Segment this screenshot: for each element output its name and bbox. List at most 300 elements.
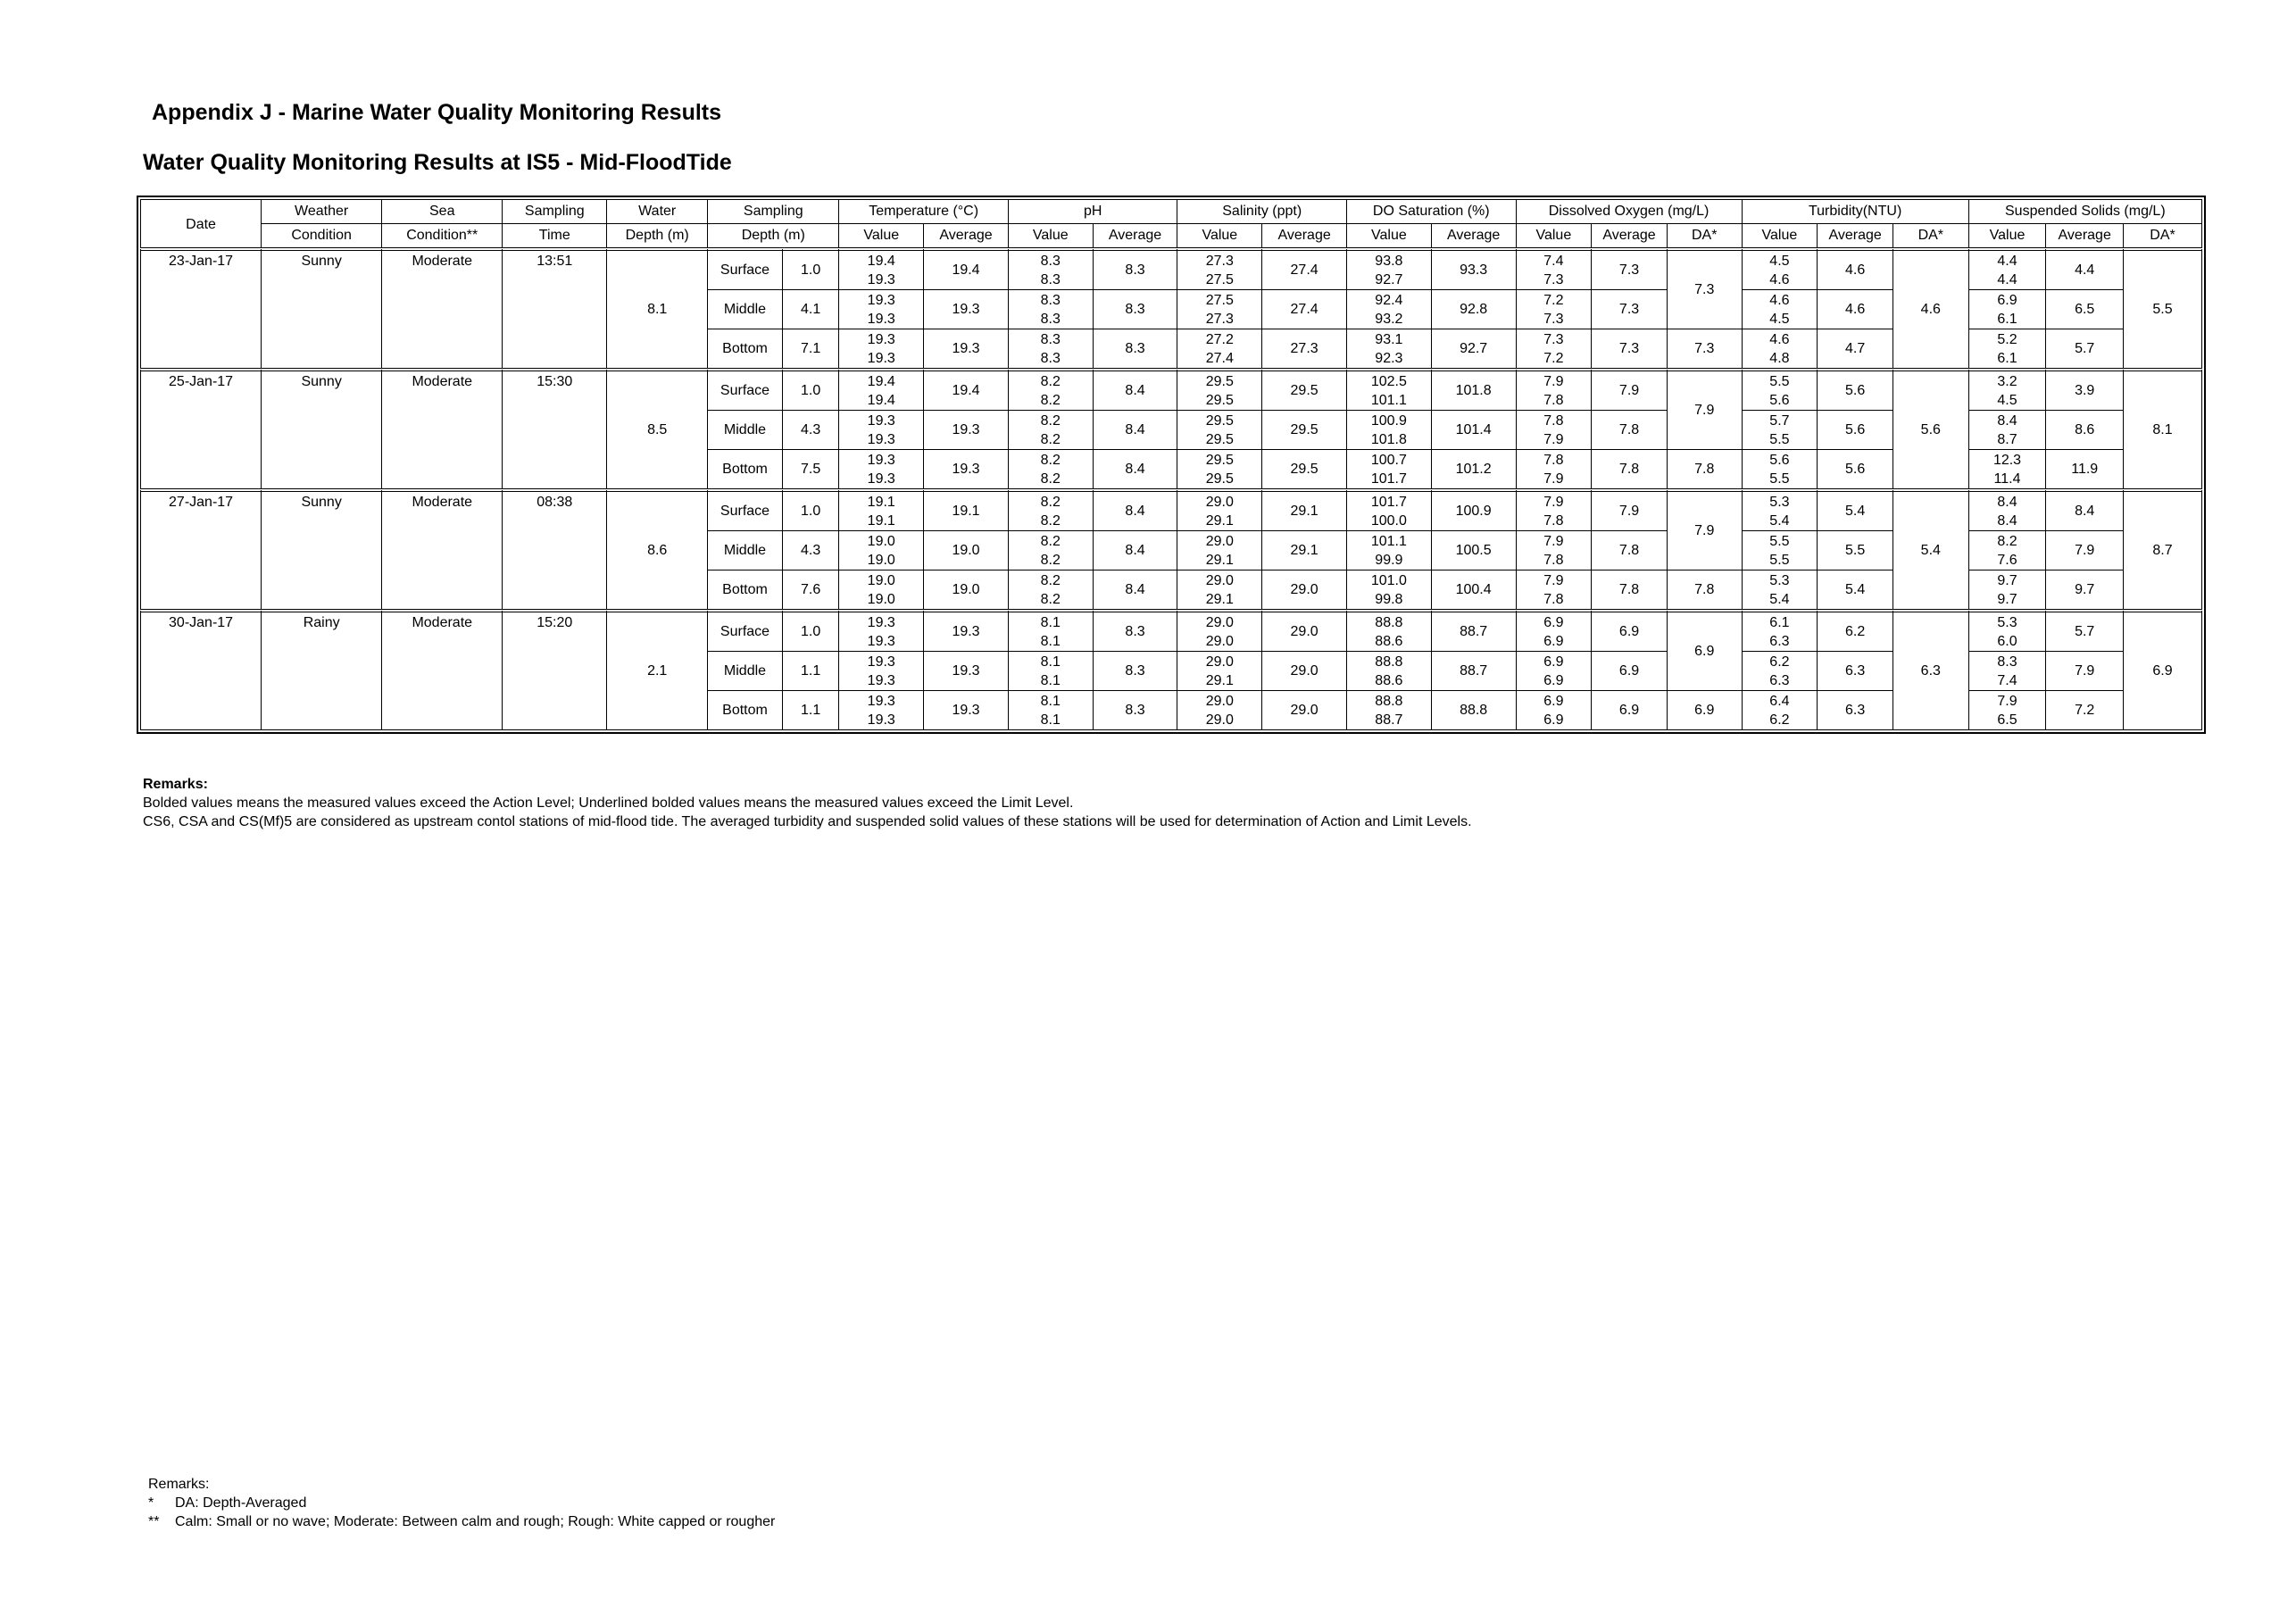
turbidity-value-cell-reading-2: 6.3 [1769, 634, 1790, 649]
remarks-section [143, 775, 1472, 831]
salinity-average-cell: 29.1 [1262, 531, 1347, 570]
temp-value-cell-reading-1: 19.3 [867, 694, 895, 709]
dissolved-oxygen-value-cell-reading-2: 7.3 [1543, 272, 1564, 287]
suspended-solids-value-cell-reading-1: 12.3 [1992, 453, 2022, 468]
do-saturation-value-cell [1346, 370, 1431, 411]
do-saturation-value-cell-reading-1: 101.0 [1370, 573, 1407, 588]
ph-value-cell-reading-1: 8.3 [1040, 293, 1061, 308]
salinity-value-cell-reading-2: 27.4 [1205, 351, 1234, 366]
salinity-average-cell: 29.0 [1262, 611, 1347, 652]
turbidity-da-cell: 5.4 [1893, 490, 1968, 611]
temp-average-cell: 19.0 [924, 570, 1009, 612]
ph-value-cell [1008, 490, 1093, 531]
dissolved-oxygen-value-cell-reading-2: 6.9 [1543, 634, 1564, 649]
temp-value-cell-reading-2: 19.3 [867, 634, 895, 649]
ph-average-cell: 8.4 [1093, 411, 1177, 450]
salinity-average-cell: 29.0 [1262, 652, 1347, 691]
do-saturation-value-cell-reading-2: 88.7 [1375, 712, 1403, 728]
salinity-value-cell-reading-1: 29.5 [1205, 413, 1234, 429]
dissolved-oxygen-value-cell-reading-1: 6.9 [1543, 615, 1564, 630]
dissolved-oxygen-value-cell-reading-2: 7.9 [1543, 432, 1564, 447]
do-saturation-value-cell-reading-1: 88.8 [1375, 615, 1403, 630]
salinity-value-cell-reading-2: 29.0 [1205, 634, 1234, 649]
do-saturation-average-cell: 100.4 [1431, 570, 1516, 612]
do-saturation-value-cell-reading-2: 101.1 [1370, 393, 1407, 408]
turbidity-value-cell-reading-2: 6.2 [1769, 712, 1790, 728]
temp-value-cell [839, 411, 924, 450]
suspended-solids-average-cell: 9.7 [2046, 570, 2124, 612]
sampling-depth-cell: 1.1 [782, 652, 839, 691]
header-row-1 [141, 200, 2202, 224]
dissolved-oxygen-value-cell-reading-2: 7.8 [1543, 592, 1564, 607]
suspended-solids-da-cell: 6.9 [2124, 611, 2202, 730]
dissolved-oxygen-value-cell-reading-2: 7.8 [1543, 553, 1564, 568]
salinity-value-cell-reading-1: 27.3 [1205, 254, 1234, 269]
footnote-sea-mark: ** [148, 1514, 160, 1529]
turbidity-value-cell-reading-1: 5.3 [1769, 573, 1790, 588]
temp-value-cell [839, 490, 924, 531]
do-saturation-average-cell: 92.8 [1431, 290, 1516, 329]
turbidity-value-cell-reading-1: 4.6 [1769, 293, 1790, 308]
temp-value-cell-reading-2: 19.3 [867, 312, 895, 327]
sampling-level-cell: Middle [708, 411, 783, 450]
col-salinity: Salinity (ppt) [1177, 200, 1347, 224]
ph-value-cell [1008, 652, 1093, 691]
temp-value-cell-reading-1: 19.0 [867, 573, 895, 588]
suspended-solids-value-cell-reading-1: 9.7 [1997, 573, 2017, 588]
turbidity-average-cell: 5.4 [1818, 570, 1893, 612]
do-saturation-value-cell-reading-1: 101.7 [1370, 495, 1407, 510]
salinity-value-cell [1177, 329, 1262, 371]
do-saturation-value-cell-reading-2: 99.9 [1375, 553, 1403, 568]
dissolved-oxygen-average-cell: 7.9 [1592, 370, 1668, 411]
dissolved-oxygen-value-cell-reading-2: 7.2 [1543, 351, 1564, 366]
do-saturation-value-cell-reading-2: 100.0 [1370, 513, 1407, 529]
suspended-solids-average-cell: 7.9 [2046, 531, 2124, 570]
turbidity-value-cell-reading-1: 5.6 [1769, 453, 1790, 468]
dissolved-oxygen-value-cell-reading-1: 7.8 [1543, 453, 1564, 468]
ph-value-cell [1008, 411, 1093, 450]
do-saturation-value-cell-reading-2: 101.7 [1370, 471, 1407, 487]
turbidity-value-cell [1742, 652, 1818, 691]
ph-value-cell-reading-2: 8.3 [1040, 351, 1061, 366]
suspended-solids-value-cell-reading-1: 6.9 [1997, 293, 2017, 308]
suspended-solids-value-cell-reading-2: 4.4 [1997, 272, 2017, 287]
temp-value-cell-reading-1: 19.3 [867, 293, 895, 308]
ph-value-cell-reading-1: 8.2 [1040, 374, 1061, 389]
do-saturation-average-cell: 100.5 [1431, 531, 1516, 570]
temp-value-cell-reading-1: 19.3 [867, 453, 895, 468]
footnote-sea [148, 1512, 775, 1531]
do-saturation-average-cell: 101.2 [1431, 450, 1516, 491]
col-sea-sub: Condition** [382, 224, 503, 250]
temp-value-cell-reading-2: 19.0 [867, 592, 895, 607]
col-turb-average: Average [1818, 224, 1893, 250]
dissolved-oxygen-average-cell: 7.3 [1592, 290, 1668, 329]
dissolved-oxygen-value-cell [1516, 370, 1592, 411]
salinity-value-cell-reading-1: 29.5 [1205, 453, 1234, 468]
suspended-solids-average-cell: 3.9 [2046, 370, 2124, 411]
water-depth-cell: 2.1 [607, 611, 708, 730]
salinity-average-cell: 29.5 [1262, 370, 1347, 411]
temp-value-cell-reading-1: 19.3 [867, 654, 895, 670]
temp-value-cell-reading-1: 19.4 [867, 254, 895, 269]
dissolved-oxygen-value-cell [1516, 411, 1592, 450]
temp-value-cell-reading-2: 19.3 [867, 471, 895, 487]
turbidity-average-cell: 5.4 [1818, 490, 1893, 531]
temp-value-cell-reading-2: 19.3 [867, 673, 895, 688]
salinity-average-cell: 29.5 [1262, 411, 1347, 450]
ph-average-cell: 8.3 [1093, 691, 1177, 730]
col-sampling-time-sub: Time [503, 224, 607, 250]
sea-condition-cell: Moderate [382, 490, 503, 611]
temp-value-cell-reading-1: 19.0 [867, 534, 895, 549]
ph-value-cell-reading-2: 8.3 [1040, 272, 1061, 287]
do-saturation-value-cell-reading-2: 101.8 [1370, 432, 1407, 447]
turbidity-value-cell [1742, 370, 1818, 411]
sampling-level-cell: Middle [708, 290, 783, 329]
turbidity-da-cell: 6.3 [1893, 611, 1968, 730]
ph-value-cell-reading-2: 8.2 [1040, 471, 1061, 487]
ph-value-cell [1008, 370, 1093, 411]
page-title: Appendix J - Marine Water Quality Monitoring Results [152, 100, 722, 125]
dissolved-oxygen-value-cell [1516, 611, 1592, 652]
salinity-value-cell-reading-2: 29.5 [1205, 393, 1234, 408]
ph-value-cell-reading-1: 8.3 [1040, 332, 1061, 347]
dissolved-oxygen-value-cell-reading-2: 7.9 [1543, 471, 1564, 487]
salinity-value-cell-reading-1: 29.0 [1205, 495, 1234, 510]
salinity-value-cell [1177, 570, 1262, 612]
footnote-da-text: DA: Depth-Averaged [175, 1495, 307, 1511]
do-saturation-value-cell [1346, 531, 1431, 570]
col-sampling-depth: Sampling [708, 200, 839, 224]
col-turb-value: Value [1742, 224, 1818, 250]
sampling-depth-cell: 4.3 [782, 531, 839, 570]
sampling-depth-cell: 1.0 [782, 611, 839, 652]
temp-value-cell-reading-1: 19.3 [867, 332, 895, 347]
suspended-solids-value-cell-reading-1: 7.9 [1997, 694, 2017, 709]
temp-value-cell [839, 531, 924, 570]
col-ph: pH [1008, 200, 1177, 224]
dissolved-oxygen-value-cell-reading-1: 7.9 [1543, 573, 1564, 588]
col-sal-average: Average [1262, 224, 1347, 250]
temp-value-cell [839, 249, 924, 290]
turbidity-value-cell [1742, 411, 1818, 450]
sampling-depth-cell: 4.3 [782, 411, 839, 450]
sea-condition-cell: Moderate [382, 370, 503, 490]
turbidity-value-cell-reading-2: 5.5 [1769, 432, 1790, 447]
col-sal-value: Value [1177, 224, 1262, 250]
water-depth-cell: 8.6 [607, 490, 708, 611]
ph-value-cell [1008, 691, 1093, 730]
ph-value-cell [1008, 329, 1093, 371]
do-saturation-value-cell-reading-1: 100.9 [1370, 413, 1407, 429]
sampling-depth-cell: 7.5 [782, 450, 839, 491]
sea-condition-cell: Moderate [382, 611, 503, 730]
salinity-value-cell [1177, 450, 1262, 491]
sampling-depth-cell: 1.0 [782, 490, 839, 531]
turbidity-value-cell-reading-2: 4.5 [1769, 312, 1790, 327]
salinity-value-cell-reading-1: 27.2 [1205, 332, 1234, 347]
ph-value-cell-reading-1: 8.2 [1040, 573, 1061, 588]
do-saturation-value-cell [1346, 691, 1431, 730]
col-do-saturation: DO Saturation (%) [1346, 200, 1516, 224]
sampling-time-cell: 13:51 [503, 249, 607, 370]
turbidity-value-cell-reading-1: 5.5 [1769, 374, 1790, 389]
date-cell: 30-Jan-17 [141, 611, 262, 730]
temp-value-cell [839, 652, 924, 691]
dissolved-oxygen-value-cell-reading-1: 7.8 [1543, 413, 1564, 429]
col-weather-sub: Condition [262, 224, 382, 250]
turbidity-da-cell: 5.6 [1893, 370, 1968, 490]
turbidity-value-cell-reading-1: 6.4 [1769, 694, 1790, 709]
do-saturation-value-cell-reading-1: 88.8 [1375, 694, 1403, 709]
sampling-depth-cell: 1.0 [782, 249, 839, 290]
sampling-depth-cell: 1.1 [782, 691, 839, 730]
suspended-solids-value-cell-reading-2: 6.5 [1997, 712, 2017, 728]
water-quality-table [140, 199, 2202, 730]
do-saturation-value-cell-reading-1: 88.8 [1375, 654, 1403, 670]
salinity-value-cell-reading-1: 29.0 [1205, 694, 1234, 709]
salinity-average-cell: 29.1 [1262, 490, 1347, 531]
suspended-solids-value-cell-reading-1: 5.2 [1997, 332, 2017, 347]
col-ss-value: Value [1968, 224, 2046, 250]
water-depth-cell: 8.1 [607, 249, 708, 370]
suspended-solids-average-cell: 7.9 [2046, 652, 2124, 691]
salinity-average-cell: 29.0 [1262, 570, 1347, 612]
suspended-solids-da-cell: 8.1 [2124, 370, 2202, 490]
dissolved-oxygen-da-cell: 7.8 [1667, 450, 1742, 491]
temp-average-cell: 19.3 [924, 329, 1009, 371]
col-temp-value: Value [839, 224, 924, 250]
suspended-solids-value-cell-reading-2: 4.5 [1997, 393, 2017, 408]
ph-value-cell-reading-2: 8.3 [1040, 312, 1061, 327]
table-title: Water Quality Monitoring Results at IS5 - Mid-FloodTide [143, 150, 732, 175]
ph-value-cell-reading-2: 8.2 [1040, 513, 1061, 529]
ph-value-cell-reading-2: 8.2 [1040, 432, 1061, 447]
dissolved-oxygen-value-cell-reading-2: 6.9 [1543, 712, 1564, 728]
col-sampling-depth-sub: Depth (m) [708, 224, 839, 250]
ph-value-cell-reading-2: 8.2 [1040, 393, 1061, 408]
dissolved-oxygen-value-cell-reading-2: 7.8 [1543, 513, 1564, 529]
ph-value-cell [1008, 531, 1093, 570]
turbidity-average-cell: 5.6 [1818, 450, 1893, 491]
sampling-time-cell: 15:30 [503, 370, 607, 490]
turbidity-value-cell-reading-2: 5.6 [1769, 393, 1790, 408]
temp-value-cell-reading-1: 19.3 [867, 615, 895, 630]
turbidity-value-cell-reading-2: 5.5 [1769, 471, 1790, 487]
col-sea: Sea [382, 200, 503, 224]
sampling-level-cell: Surface [708, 370, 783, 411]
salinity-value-cell-reading-2: 29.5 [1205, 471, 1234, 487]
turbidity-value-cell-reading-2: 5.4 [1769, 592, 1790, 607]
remarks-line-2: CS6, CSA and CS(Mf)5 are considered as upstream contol stations of mid-flood tide. The averaged turbidity and suspended solid values of these stations will be used for determination of Action and Limit Levels. [143, 814, 1472, 829]
turbidity-average-cell: 4.6 [1818, 290, 1893, 329]
col-sampling-time: Sampling [503, 200, 607, 224]
dissolved-oxygen-average-cell: 7.9 [1592, 490, 1668, 531]
ph-average-cell: 8.4 [1093, 570, 1177, 612]
salinity-average-cell: 29.0 [1262, 691, 1347, 730]
turbidity-value-cell [1742, 490, 1818, 531]
temp-value-cell-reading-2: 19.1 [867, 513, 895, 529]
dissolved-oxygen-da-cell: 7.3 [1667, 329, 1742, 371]
temp-value-cell-reading-1: 19.1 [867, 495, 895, 510]
ph-value-cell-reading-1: 8.2 [1040, 534, 1061, 549]
salinity-value-cell [1177, 370, 1262, 411]
salinity-value-cell [1177, 652, 1262, 691]
col-suspended-solids: Suspended Solids (mg/L) [1968, 200, 2201, 224]
turbidity-value-cell-reading-2: 4.8 [1769, 351, 1790, 366]
salinity-value-cell [1177, 249, 1262, 290]
salinity-value-cell-reading-2: 29.1 [1205, 673, 1234, 688]
suspended-solids-value-cell-reading-1: 8.4 [1997, 413, 2017, 429]
dissolved-oxygen-da-cell: 7.3 [1667, 249, 1742, 329]
ph-value-cell [1008, 450, 1093, 491]
results-table-frame [137, 196, 2206, 734]
turbidity-average-cell: 4.6 [1818, 249, 1893, 290]
salinity-value-cell-reading-2: 27.3 [1205, 312, 1234, 327]
footnotes-section [148, 1475, 775, 1531]
sampling-depth-cell: 7.1 [782, 329, 839, 371]
col-do-average: Average [1592, 224, 1668, 250]
dissolved-oxygen-value-cell [1516, 652, 1592, 691]
temp-average-cell: 19.3 [924, 290, 1009, 329]
dissolved-oxygen-value-cell [1516, 490, 1592, 531]
temp-value-cell [839, 329, 924, 371]
salinity-value-cell-reading-1: 29.0 [1205, 573, 1234, 588]
do-saturation-value-cell-reading-2: 92.3 [1375, 351, 1403, 366]
footnotes-heading: Remarks: [148, 1477, 210, 1492]
temp-value-cell-reading-2: 19.3 [867, 712, 895, 728]
turbidity-value-cell [1742, 531, 1818, 570]
sampling-level-cell: Surface [708, 249, 783, 290]
do-saturation-value-cell-reading-1: 102.5 [1370, 374, 1407, 389]
ph-value-cell [1008, 249, 1093, 290]
temp-average-cell: 19.3 [924, 691, 1009, 730]
salinity-value-cell-reading-2: 29.1 [1205, 592, 1234, 607]
temp-value-cell [839, 370, 924, 411]
col-temp-average: Average [924, 224, 1009, 250]
ph-average-cell: 8.4 [1093, 370, 1177, 411]
do-saturation-average-cell: 101.4 [1431, 411, 1516, 450]
footnote-sea-text: Calm: Small or no wave; Moderate: Between calm and rough; Rough: White capped or rougher [175, 1514, 776, 1529]
salinity-value-cell-reading-2: 27.5 [1205, 272, 1234, 287]
turbidity-value-cell [1742, 290, 1818, 329]
ph-value-cell-reading-1: 8.2 [1040, 413, 1061, 429]
do-saturation-value-cell-reading-1: 92.4 [1375, 293, 1403, 308]
suspended-solids-average-cell: 11.9 [2046, 450, 2124, 491]
ph-value-cell-reading-2: 8.2 [1040, 553, 1061, 568]
dissolved-oxygen-value-cell-reading-1: 7.3 [1543, 332, 1564, 347]
dissolved-oxygen-value-cell-reading-2: 7.3 [1543, 312, 1564, 327]
dissolved-oxygen-value-cell [1516, 450, 1592, 491]
water-depth-cell: 8.5 [607, 370, 708, 490]
ph-average-cell: 8.3 [1093, 329, 1177, 371]
dissolved-oxygen-value-cell [1516, 249, 1592, 290]
dissolved-oxygen-value-cell-reading-1: 7.9 [1543, 534, 1564, 549]
do-saturation-value-cell-reading-1: 100.7 [1370, 453, 1407, 468]
do-saturation-value-cell-reading-1: 93.1 [1375, 332, 1403, 347]
turbidity-value-cell-reading-1: 5.7 [1769, 413, 1790, 429]
salinity-value-cell-reading-2: 29.5 [1205, 432, 1234, 447]
do-saturation-value-cell-reading-2: 92.7 [1375, 272, 1403, 287]
temp-average-cell: 19.3 [924, 652, 1009, 691]
weather-cell: Sunny [262, 490, 382, 611]
dissolved-oxygen-value-cell-reading-2: 6.9 [1543, 673, 1564, 688]
ph-average-cell: 8.4 [1093, 531, 1177, 570]
turbidity-value-cell-reading-1: 5.3 [1769, 495, 1790, 510]
do-saturation-value-cell [1346, 490, 1431, 531]
temp-value-cell [839, 450, 924, 491]
salinity-average-cell: 27.4 [1262, 290, 1347, 329]
weather-cell: Sunny [262, 370, 382, 490]
sampling-depth-cell: 4.1 [782, 290, 839, 329]
suspended-solids-da-cell: 5.5 [2124, 249, 2202, 370]
do-saturation-value-cell-reading-2: 99.8 [1375, 592, 1403, 607]
dissolved-oxygen-da-cell: 6.9 [1667, 691, 1742, 730]
turbidity-value-cell [1742, 249, 1818, 290]
sampling-level-cell: Bottom [708, 691, 783, 730]
sampling-time-cell: 15:20 [503, 611, 607, 730]
sampling-depth-cell: 7.6 [782, 570, 839, 612]
ph-average-cell: 8.3 [1093, 290, 1177, 329]
suspended-solids-value-cell [1968, 290, 2046, 329]
remarks-line-1: Bolded values means the measured values exceed the Action Level; Underlined bolded values means the measured values exceed the Limit Level. [143, 795, 1074, 811]
turbidity-da-cell: 4.6 [1893, 249, 1968, 370]
salinity-value-cell [1177, 490, 1262, 531]
turbidity-average-cell: 6.3 [1818, 652, 1893, 691]
col-dissolved-oxygen: Dissolved Oxygen (mg/L) [1516, 200, 1742, 224]
turbidity-average-cell: 4.7 [1818, 329, 1893, 371]
suspended-solids-value-cell-reading-1: 8.2 [1997, 534, 2017, 549]
suspended-solids-value-cell [1968, 329, 2046, 371]
salinity-value-cell [1177, 290, 1262, 329]
turbidity-value-cell-reading-2: 5.5 [1769, 553, 1790, 568]
salinity-value-cell [1177, 611, 1262, 652]
do-saturation-value-cell-reading-2: 88.6 [1375, 673, 1403, 688]
col-ss-average: Average [2046, 224, 2124, 250]
suspended-solids-average-cell: 8.6 [2046, 411, 2124, 450]
ph-value-cell-reading-2: 8.1 [1040, 712, 1061, 728]
suspended-solids-value-cell-reading-2: 7.6 [1997, 553, 2017, 568]
sampling-level-cell: Bottom [708, 329, 783, 371]
dissolved-oxygen-value-cell [1516, 570, 1592, 612]
ph-value-cell-reading-1: 8.2 [1040, 495, 1061, 510]
turbidity-value-cell [1742, 611, 1818, 652]
dissolved-oxygen-value-cell [1516, 691, 1592, 730]
dissolved-oxygen-average-cell: 7.8 [1592, 531, 1668, 570]
suspended-solids-average-cell: 7.2 [2046, 691, 2124, 730]
date-cell: 27-Jan-17 [141, 490, 262, 611]
salinity-average-cell: 27.4 [1262, 249, 1347, 290]
suspended-solids-average-cell: 8.4 [2046, 490, 2124, 531]
temp-average-cell: 19.3 [924, 450, 1009, 491]
weather-cell: Rainy [262, 611, 382, 730]
temp-value-cell [839, 611, 924, 652]
suspended-solids-value-cell [1968, 490, 2046, 531]
ph-average-cell: 8.3 [1093, 652, 1177, 691]
ph-value-cell [1008, 570, 1093, 612]
suspended-solids-value-cell-reading-1: 3.2 [1997, 374, 2017, 389]
ph-value-cell-reading-1: 8.1 [1040, 654, 1061, 670]
remarks-heading: Remarks: [143, 777, 208, 792]
col-weather: Weather [262, 200, 382, 224]
ph-value-cell-reading-1: 8.2 [1040, 453, 1061, 468]
col-ph-average: Average [1093, 224, 1177, 250]
dissolved-oxygen-average-cell: 7.8 [1592, 450, 1668, 491]
sampling-level-cell: Surface [708, 611, 783, 652]
temp-value-cell-reading-2: 19.3 [867, 272, 895, 287]
